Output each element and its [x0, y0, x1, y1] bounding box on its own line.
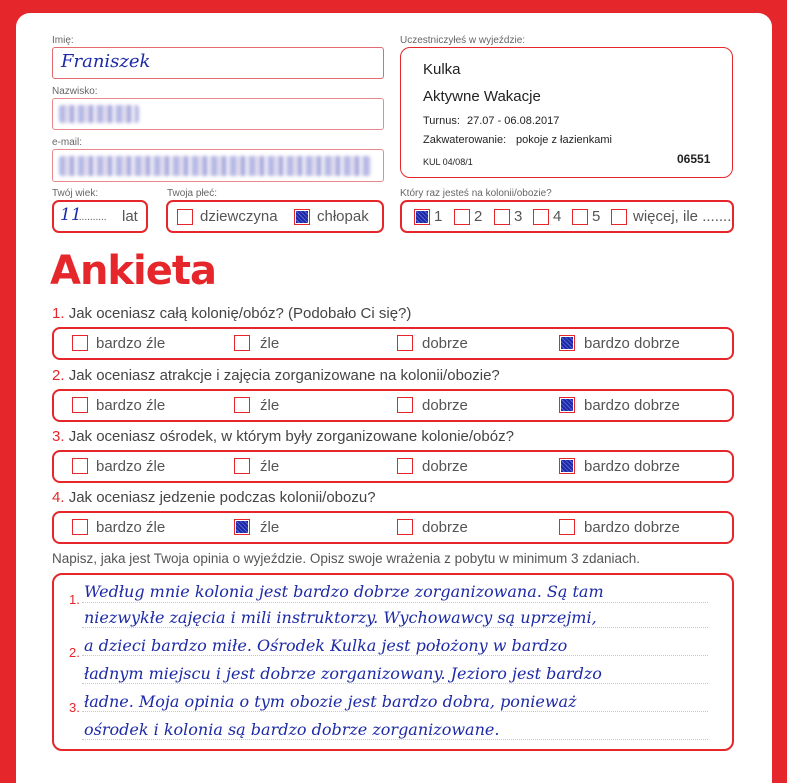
question-2-text: Jak oceniasz atrakcje i zajęcia zorganizowane na kolonii/obozie? — [68, 367, 500, 384]
attendance-option-1: 1 — [434, 208, 443, 225]
attendance-checkbox-2[interactable] — [454, 209, 470, 225]
opinion-line-4: ładnym miejscu i jest dobrze zorganizowany. Jezioro jest bardzo — [84, 664, 602, 683]
gender-option-girl: dziewczyna — [200, 208, 278, 225]
opinion-rule-4 — [82, 683, 708, 684]
attendance-option-3: 3 — [514, 208, 523, 225]
first-name-value: Franiszek — [61, 51, 151, 72]
attendance-checkbox-1[interactable] — [414, 209, 430, 225]
attendance-checkbox-5[interactable] — [572, 209, 588, 225]
question-4-text: Jak oceniasz jedzenie podczas kolonii/obozu? — [68, 489, 376, 506]
opinion-marker-2: 2. — [69, 645, 80, 660]
ticket-number: 06551 — [677, 152, 711, 166]
last-name-field[interactable] — [52, 98, 384, 130]
question-4 — [52, 489, 376, 506]
opinion-rule-6 — [82, 739, 708, 740]
age-unit: lat — [122, 208, 138, 225]
q2-option-very-bad: bardzo źle — [96, 397, 166, 414]
q1-checkbox-very-bad[interactable] — [72, 335, 88, 351]
gender-checkbox-girl[interactable] — [177, 209, 193, 225]
attendance-option-2: 2 — [474, 208, 483, 225]
q4-checkbox-bad[interactable] — [234, 519, 250, 535]
age-field[interactable] — [52, 200, 148, 233]
ticket-turnus-value: 27.07 - 06.08.2017 — [467, 115, 560, 127]
age-value: 11 — [60, 205, 82, 225]
q3-checkbox-very-bad[interactable] — [72, 458, 88, 474]
email-label: e-mail: — [52, 137, 83, 148]
attendance-field — [400, 200, 734, 233]
opinion-rule-2 — [82, 627, 708, 628]
ticket-accommodation-value: pokoje z łazienkami — [516, 134, 612, 146]
trip-ticket — [400, 47, 733, 178]
opinion-marker-1: 1. — [69, 592, 80, 607]
question-1-number: 1. — [52, 305, 65, 322]
q3-option-good: dobrze — [422, 458, 468, 475]
q3-option-very-bad: bardzo źle — [96, 458, 166, 475]
question-2-answers — [52, 389, 734, 422]
q2-checkbox-very-bad[interactable] — [72, 397, 88, 413]
opinion-marker-3: 3. — [69, 700, 80, 715]
q4-checkbox-good[interactable] — [397, 519, 413, 535]
gender-checkbox-boy[interactable] — [294, 209, 310, 225]
attendance-option-4: 4 — [553, 208, 562, 225]
q1-checkbox-bad[interactable] — [234, 335, 250, 351]
q1-option-very-good: bardzo dobrze — [584, 335, 680, 352]
q3-checkbox-bad[interactable] — [234, 458, 250, 474]
q1-option-very-bad: bardzo źle — [96, 335, 166, 352]
first-name-field[interactable] — [52, 47, 384, 79]
q4-option-very-good: bardzo dobrze — [584, 519, 680, 536]
redacted-last-name — [59, 105, 139, 123]
q4-option-very-bad: bardzo źle — [96, 519, 166, 536]
q4-option-good: dobrze — [422, 519, 468, 536]
question-1 — [52, 305, 411, 322]
ticket-turnus-label: Turnus: — [423, 115, 460, 127]
ticket-name: Kulka — [423, 61, 461, 78]
question-4-answers — [52, 511, 734, 544]
opinion-line-6: ośrodek i kolonia są bardzo dobrze zorganizowane. — [84, 720, 500, 739]
ticket-accommodation-label: Zakwaterowanie: — [423, 134, 507, 146]
opinion-line-1: Według mnie kolonia jest bardzo dobrze zorganizowana. Są tam — [84, 582, 604, 601]
q1-checkbox-very-good[interactable] — [559, 335, 575, 351]
question-1-answers — [52, 327, 734, 360]
attendance-label: Który raz jesteś na kolonii/obozie? — [400, 188, 552, 199]
q3-checkbox-very-good[interactable] — [559, 458, 575, 474]
ticket-code: KUL 04/08/1 — [423, 157, 473, 167]
opinion-line-3: a dzieci bardzo miłe. Ośrodek Kulka jest położony w bardzo — [84, 636, 568, 655]
attendance-checkbox-4[interactable] — [533, 209, 549, 225]
q2-option-very-good: bardzo dobrze — [584, 397, 680, 414]
q1-checkbox-good[interactable] — [397, 335, 413, 351]
question-4-number: 4. — [52, 489, 65, 506]
ticket-program: Aktywne Wakacje — [423, 88, 541, 105]
q4-option-bad: źle — [260, 519, 280, 536]
question-3-answers — [52, 450, 734, 483]
question-3-number: 3. — [52, 428, 65, 445]
survey-title: Ankieta — [50, 248, 216, 294]
age-dots: ........... — [76, 212, 107, 223]
q3-option-bad: źle — [260, 458, 280, 475]
age-label: Twój wiek: — [52, 188, 99, 199]
last-name-label: Nazwisko: — [52, 86, 98, 97]
first-name-label: Imię: — [52, 35, 74, 46]
q2-checkbox-very-good[interactable] — [559, 397, 575, 413]
q3-checkbox-good[interactable] — [397, 458, 413, 474]
opinion-prompt: Napisz, jaka jest Twoja opinia o wyjeździe. Opisz swoje wrażenia z pobytu w minimum 3 zdaniach. — [52, 551, 641, 566]
opinion-line-2: niezwykłe zajęcia i mili instruktorzy. Wychowawcy są uprzejmi, — [84, 608, 597, 627]
question-3 — [52, 428, 514, 445]
q3-option-very-good: bardzo dobrze — [584, 458, 680, 475]
redacted-email — [59, 156, 371, 176]
q1-option-bad: źle — [260, 335, 280, 352]
email-field[interactable] — [52, 149, 384, 182]
q4-checkbox-very-bad[interactable] — [72, 519, 88, 535]
q4-checkbox-very-good[interactable] — [559, 519, 575, 535]
gender-field — [166, 200, 384, 233]
q2-option-good: dobrze — [422, 397, 468, 414]
trip-label: Uczestniczyłeś w wyjeździe: — [400, 35, 526, 46]
q2-option-bad: źle — [260, 397, 280, 414]
q2-checkbox-bad[interactable] — [234, 397, 250, 413]
attendance-checkbox-3[interactable] — [494, 209, 510, 225]
q1-option-good: dobrze — [422, 335, 468, 352]
opinion-rule-3 — [82, 655, 708, 656]
attendance-option-5: 5 — [592, 208, 601, 225]
question-2-number: 2. — [52, 367, 65, 384]
opinion-rule-5 — [82, 711, 708, 712]
gender-option-boy: chłopak — [317, 208, 369, 225]
opinion-line-5: ładne. Moja opinia o tym obozie jest bardzo dobra, ponieważ — [84, 692, 577, 711]
question-1-text: Jak oceniasz całą kolonię/obóz? (Podobało Ci się?) — [68, 305, 412, 322]
question-3-text: Jak oceniasz ośrodek, w którym były zorganizowane kolonie/obóz? — [68, 428, 514, 445]
question-2 — [52, 367, 500, 384]
attendance-option-more: więcej, ile ....... — [633, 208, 732, 225]
gender-label: Twoja płeć: — [167, 188, 218, 199]
q2-checkbox-good[interactable] — [397, 397, 413, 413]
opinion-rule-1 — [82, 602, 708, 603]
attendance-checkbox-more[interactable] — [611, 209, 627, 225]
